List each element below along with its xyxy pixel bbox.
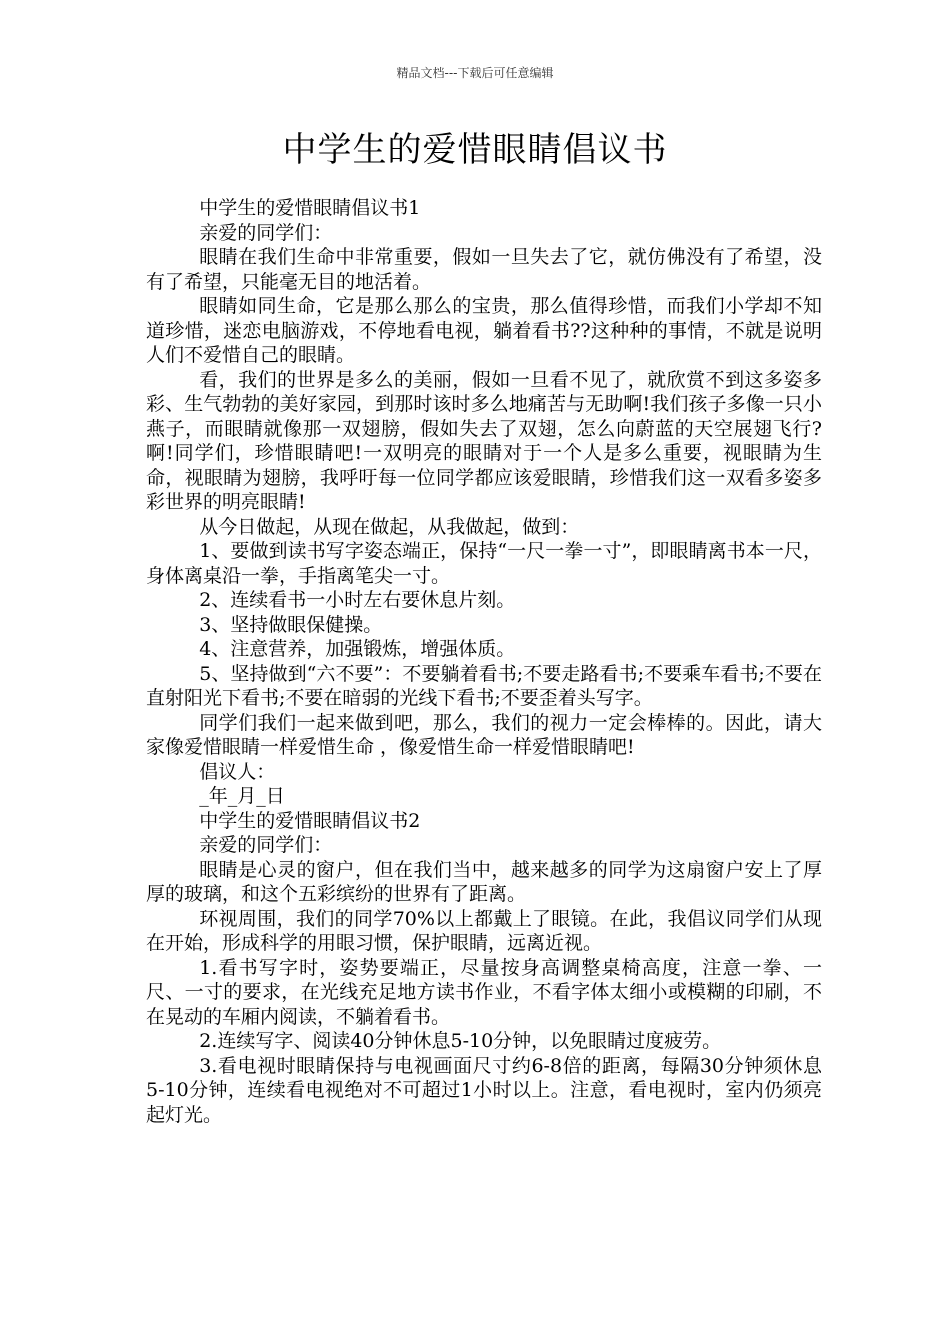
paragraph: 中学生的爱惜眼睛倡议书2 <box>199 809 421 832</box>
paragraph: 看，我们的世界是多么的美丽，假如一旦看不见了，就欣赏不到这多姿多彩、生气勃勃的美好家园，到那时该时多么地痛苦与无助啊!我们孩子多像一只小燕子，而眼睛就像那一双翅膀，假如失去了双翅，怎么向蔚蓝的天空展翅飞行?啊!同学们，珍惜眼睛吧!一双明亮的眼睛对于一个人是多么重要，视眼睛为生命，视眼睛为翅膀，我呼吁每一位同学都应该爱眼睛，珍惜我们这一双看多姿多彩世界的明亮眼睛! <box>146 368 822 513</box>
paragraph: 1、要做到读书写字姿态端正，保持“一尺一拳一寸”，即眼睛离书本一尺，身体离桌沿一拳，手指离笔尖一寸。 <box>146 540 822 587</box>
paragraph: 5、坚持做到“六不要”：不要躺着看书;不要走路看书;不要乘车看书;不要在直射阳光下看书;不要在暗弱的光线下看书;不要歪着头写字。 <box>146 662 822 709</box>
paragraph: 中学生的爱惜眼睛倡议书1 <box>199 197 421 219</box>
paragraph: 2、连续看书一小时左右要休息片刻。 <box>199 589 516 611</box>
paragraph: 4、注意营养，加强锻炼，增强体质。 <box>199 638 516 660</box>
paragraph: 1.看书写字时，姿势要端正，尽量按身高调整桌椅高度，注意一拳、一尺、一寸的要求，在光线充足地方读书作业，不看字体太细小或模糊的印刷，不在晃动的车厢内阅读，不躺着看书。 <box>146 956 822 1028</box>
paragraph: 亲爱的同学们： <box>199 834 333 856</box>
paragraph: 环视周围，我们的同学70%以上都戴上了眼镜。在此，我倡议同学们从现在开始，形成科学的用眼习惯，保护眼睛，远离近视。 <box>146 907 822 954</box>
header-note: 精品文档---下载后可任意编辑 <box>396 66 554 80</box>
document-title: 中学生的爱惜眼睛倡议书 <box>282 130 668 170</box>
paragraph: 从今日做起，从现在做起，从我做起，做到： <box>199 515 580 538</box>
paragraph: 眼睛如同生命，它是那么那么的宝贵，那么值得珍惜，而我们小学却不知道珍惜，迷恋电脑游戏，不停地看电视，躺着看书??这种种的事情，不就是说明人们不爱惜自己的眼睛。 <box>146 295 822 366</box>
paragraph: 3.看电视时眼睛保持与电视画面尺寸约6-8倍的距离，每隔30分钟须休息5-10分钟，连续看电视绝对不可超过1小时以上。注意，看电视时，室内仍须亮起灯光。 <box>146 1054 822 1126</box>
paragraph: 倡议人： <box>199 760 276 783</box>
paragraph: 2.连续写字、阅读40分钟休息5-10分钟，以免眼睛过度疲劳。 <box>199 1030 722 1052</box>
paragraph: 眼睛在我们生命中非常重要，假如一旦失去了它，就仿佛没有了希望，没有了希望，只能毫无目的地活着。 <box>146 246 822 293</box>
paragraph: 3、坚持做眼保健操。 <box>199 613 383 636</box>
paragraph: 亲爱的同学们： <box>199 221 333 244</box>
document-body <box>146 196 822 1127</box>
paragraph: 同学们我们一起来做到吧，那么，我们的视力一定会棒棒的。因此，请大家像爱惜眼睛一样爱惜生命 ，像爱惜生命一样爱惜眼睛吧! <box>146 711 822 758</box>
paragraph: _年_月_日 <box>199 785 285 807</box>
paragraph: 眼睛是心灵的窗户，但在我们当中，越来越多的同学为这扇窗户安上了厚厚的玻璃，和这个五彩缤纷的世界有了距离。 <box>146 858 822 905</box>
